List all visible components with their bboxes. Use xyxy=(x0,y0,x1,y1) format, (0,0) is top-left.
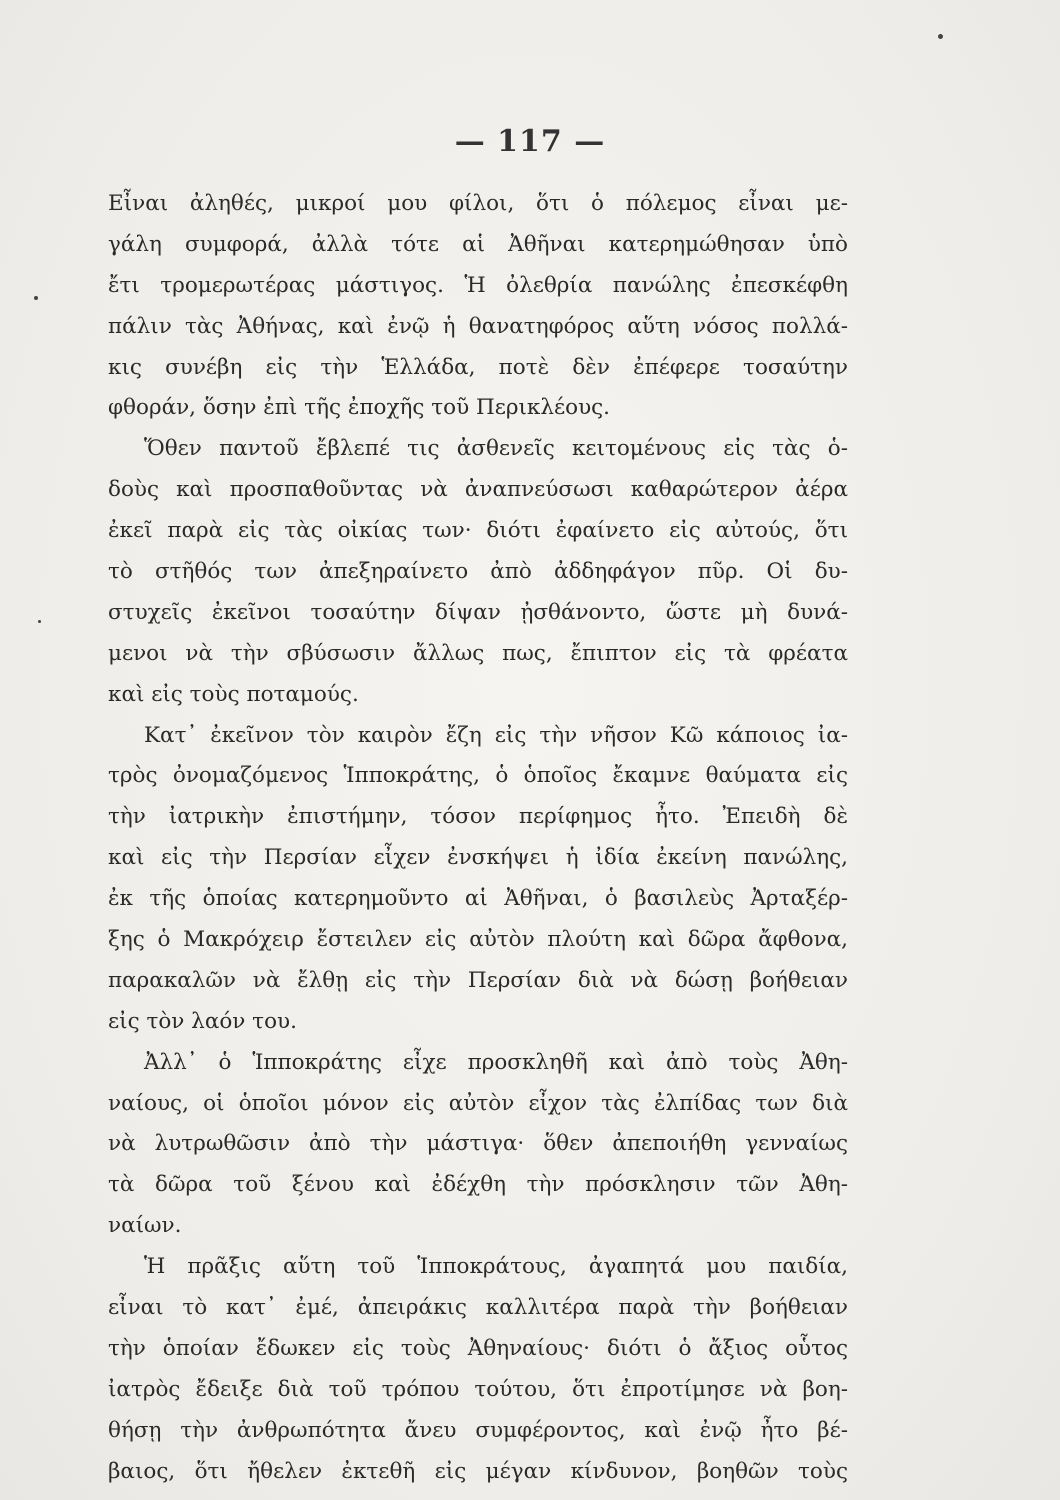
paper-speck xyxy=(34,296,38,300)
text-line: πάλιν τὰς Ἀθήνας, καὶ ἐνῷ ἡ θανατηφόρος αὕτη νόσος πολλά- xyxy=(108,313,848,339)
text-line: Κατ᾽ ἐκεῖνον τὸν καιρὸν ἔζη εἰς τὴν νῆσον Κῶ κάποιος ἰα- xyxy=(144,722,848,748)
text-line: βαιος, ὅτι ἤθελεν ἐκτεθῆ εἰς μέγαν κίνδυνον, βοηθῶν τοὺς xyxy=(108,1458,848,1484)
text-line: γάλη συμφορά, ἀλλὰ τότε αἱ Ἀθῆναι κατερημώθησαν ὑπὸ xyxy=(108,231,848,257)
text-line: Ὅθεν παντοῦ ἔβλεπέ τις ἀσθενεῖς κειτομένους εἰς τὰς ὁ- xyxy=(144,436,848,462)
text-line: κις συνέβη εἰς τὴν Ἑλλάδα, ποτὲ δὲν ἐπέφερε τοσαύτην xyxy=(108,354,848,380)
text-line: καὶ εἰς τὴν Περσίαν εἶχεν ἐνσκήψει ἡ ἰδία ἐκείνη πανώλης, xyxy=(108,845,848,871)
text-line: τὴν ἰατρικὴν ἐπιστήμην, τόσον περίφημος ἦτο. Ἐπειδὴ δὲ xyxy=(108,804,848,830)
text-line: Εἶναι ἀληθές, μικροί μου φίλοι, ὅτι ὁ πόλεμος εἶναι με- xyxy=(108,191,848,216)
text-line: εἶναι τὸ κατ᾽ ἐμέ, ἀπειράκις καλλιτέρα παρὰ τὴν βοήθειαν xyxy=(108,1295,848,1321)
text-line: ἔτι τρομερωτέρας μάστιγος. Ἡ ὀλεθρία πανώλης ἐπεσκέφθη xyxy=(108,272,848,298)
text-line: στυχεῖς ἐκεῖνοι τοσαύτην δίψαν ᾐσθάνοντο, ὥστε μὴ δυνά- xyxy=(108,599,848,625)
text-line: θήσῃ τὴν ἀνθρωπότητα ἄνευ συμφέροντος, καὶ ἐνῷ ἦτο βέ- xyxy=(108,1417,848,1443)
text-line: ναίων. xyxy=(108,1213,182,1239)
text-line: τὸ στῆθός των ἀπεξηραίνετο ἀπὸ ἀδδηφάγον πῦρ. Οἱ δυ- xyxy=(108,559,848,585)
paper-speck xyxy=(38,620,41,623)
text-line: εἰς τὸν λαόν του. xyxy=(108,1008,297,1034)
text-line: παρακαλῶν νὰ ἔλθῃ εἰς τὴν Περσίαν διὰ νὰ δώσῃ βοήθειαν xyxy=(108,967,848,993)
text-line: ἰατρὸς ἔδειξε διὰ τοῦ τρόπου τούτου, ὅτι ἐπροτίμησε νὰ βοη- xyxy=(108,1376,848,1402)
text-line: Ἡ πρᾶξις αὕτη τοῦ Ἱπποκράτους, ἀγαπητά μου παιδία, xyxy=(144,1254,848,1280)
text-line: τρὸς ὀνομαζόμενος Ἱπποκράτης, ὁ ὁποῖος ἔκαμνε θαύματα εἰς xyxy=(108,763,848,789)
text-line: ναίους, οἱ ὁποῖοι μόνον εἰς αὐτὸν εἶχον τὰς ἐλπίδας των διὰ xyxy=(108,1090,848,1116)
text-line: ἐκ τῆς ὁποίας κατερημοῦντο αἱ Ἀθῆναι, ὁ βασιλεὺς Ἀρταξέρ- xyxy=(108,886,848,912)
text-line: φθοράν, ὅσην ἐπὶ τῆς ἐποχῆς τοῦ Περικλέους. xyxy=(108,395,611,421)
paper-speck xyxy=(938,34,943,39)
text-line: ξης ὁ Μακρόχειρ ἔστειλεν εἰς αὐτὸν πλούτη καὶ δῶρα ἄφθονα, xyxy=(108,927,848,953)
page-number: — 117 — xyxy=(454,124,606,159)
text-line: καὶ εἰς τοὺς ποταμούς. xyxy=(108,681,359,707)
body-text xyxy=(108,184,848,1493)
text-line: μενοι νὰ τὴν σβύσωσιν ἄλλως πως, ἔπιπτον εἰς τὰ φρέατα xyxy=(108,640,848,666)
text-line: τὰ δῶρα τοῦ ξένου καὶ ἐδέχθη τὴν πρόσκλησιν τῶν Ἀθη- xyxy=(108,1172,848,1198)
text-line: τὴν ὁποίαν ἔδωκεν εἰς τοὺς Ἀθηναίους· διότι ὁ ἄξιος οὗτος xyxy=(108,1335,848,1361)
text-line: δοὺς καὶ προσπαθοῦντας νὰ ἀναπνεύσωσι καθαρώτερον ἀέρα xyxy=(108,477,848,503)
text-line: ἐκεῖ παρὰ εἰς τὰς οἰκίας των· διότι ἐφαίνετο εἰς αὐτούς, ὅτι xyxy=(108,518,848,544)
text-line: Ἀλλ᾽ ὁ Ἱπποκράτης εἶχε προσκληθῆ καὶ ἀπὸ τοὺς Ἀθη- xyxy=(144,1049,848,1075)
text-line: νὰ λυτρωθῶσιν ἀπὸ τὴν μάστιγα· ὅθεν ἀπεποιήθη γενναίως xyxy=(108,1131,848,1157)
